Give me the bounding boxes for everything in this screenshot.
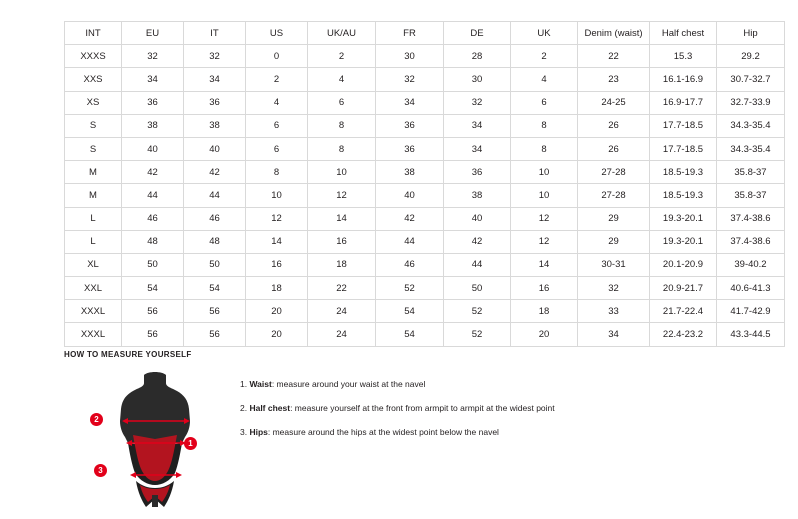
cell-denim: 34 [578,323,650,346]
cell-ukau: 12 [308,184,376,207]
cell-hip: 29.2 [717,45,785,68]
cell-us: 0 [246,45,308,68]
how-to-measure-body [64,369,764,509]
cell-de: 34 [444,137,511,160]
cell-eu: 32 [122,45,184,68]
cell-hip: 34.3-35.4 [717,137,785,160]
cell-half-chest: 21.7-22.4 [650,300,717,323]
cell-half-chest: 16.1-16.9 [650,68,717,91]
cell-eu: 40 [122,137,184,160]
cell-uk: 16 [511,277,578,300]
table-body [65,45,785,346]
cell-de: 36 [444,161,511,184]
table-row [65,184,785,207]
cell-us: 8 [246,161,308,184]
cell-ukau: 2 [308,45,376,68]
cell-denim: 26 [578,114,650,137]
cell-de: 42 [444,230,511,253]
cell-it: 40 [184,137,246,160]
column-header-hip: Hip [717,22,785,45]
cell-hip: 41.7-42.9 [717,300,785,323]
cell-hip: 43.3-44.5 [717,323,785,346]
cell-ukau: 6 [308,91,376,114]
cell-denim: 23 [578,68,650,91]
instruction-half-chest [240,403,555,413]
cell-int: XXL [65,277,122,300]
cell-de: 52 [444,300,511,323]
cell-de: 50 [444,277,511,300]
cell-uk: 20 [511,323,578,346]
cell-it: 46 [184,207,246,230]
cell-hip: 34.3-35.4 [717,114,785,137]
cell-it: 34 [184,68,246,91]
cell-it: 44 [184,184,246,207]
cell-hip: 32.7-33.9 [717,91,785,114]
cell-us: 18 [246,277,308,300]
instruction-hips [240,427,555,437]
cell-ukau: 8 [308,137,376,160]
cell-hip: 35.8-37 [717,161,785,184]
cell-hip: 35.8-37 [717,184,785,207]
cell-hip: 30.7-32.7 [717,68,785,91]
table-row [65,277,785,300]
cell-us: 20 [246,323,308,346]
cell-it: 42 [184,161,246,184]
cell-half-chest: 19.3-20.1 [650,230,717,253]
cell-fr: 36 [376,137,444,160]
cell-int: S [65,114,122,137]
table-header [65,22,785,45]
column-header-eu: EU [122,22,184,45]
cell-ukau: 4 [308,68,376,91]
instruction-waist-number: 1. [240,379,250,389]
cell-us: 6 [246,114,308,137]
cell-eu: 38 [122,114,184,137]
instruction-half-chest-text: : measure yourself at the front from armpit to armpit at the widest point [290,403,555,414]
cell-uk: 12 [511,230,578,253]
cell-eu: 34 [122,68,184,91]
cell-fr: 40 [376,184,444,207]
cell-ukau: 22 [308,277,376,300]
cell-ukau: 24 [308,323,376,346]
cell-half-chest: 20.9-21.7 [650,277,717,300]
cell-uk: 8 [511,114,578,137]
table-row [65,207,785,230]
how-to-measure-section [64,350,764,509]
cell-eu: 54 [122,277,184,300]
cell-uk: 8 [511,137,578,160]
cell-int: XXS [65,68,122,91]
cell-denim: 30-31 [578,253,650,276]
cell-uk: 10 [511,161,578,184]
column-header-half-chest: Half chest [650,22,717,45]
column-header-it: IT [184,22,246,45]
marker-3-hips: 3 [94,464,107,477]
cell-half-chest: 18.5-19.3 [650,184,717,207]
cell-half-chest: 19.3-20.1 [650,207,717,230]
cell-fr: 54 [376,323,444,346]
cell-eu: 56 [122,300,184,323]
cell-it: 50 [184,253,246,276]
column-header-ukau: UK/AU [308,22,376,45]
cell-uk: 6 [511,91,578,114]
marker-1-waist: 1 [184,437,197,450]
column-header-us: US [246,22,308,45]
cell-us: 14 [246,230,308,253]
cell-us: 6 [246,137,308,160]
cell-uk: 12 [511,207,578,230]
cell-hip: 37.4-38.6 [717,207,785,230]
measure-instructions [240,369,555,452]
instruction-hips-term: Hips [249,427,268,438]
cell-de: 34 [444,114,511,137]
cell-uk: 4 [511,68,578,91]
cell-int: L [65,230,122,253]
cell-ukau: 24 [308,300,376,323]
table-row [65,45,785,68]
cell-us: 20 [246,300,308,323]
cell-half-chest: 22.4-23.2 [650,323,717,346]
cell-denim: 26 [578,137,650,160]
table-row [65,230,785,253]
size-conversion-table [64,21,785,347]
cell-ukau: 10 [308,161,376,184]
cell-de: 38 [444,184,511,207]
cell-int: XXXL [65,300,122,323]
instruction-waist-term: Waist [249,379,272,389]
cell-it: 48 [184,230,246,253]
cell-int: S [65,137,122,160]
cell-us: 2 [246,68,308,91]
cell-ukau: 8 [308,114,376,137]
cell-hip: 39-40.2 [717,253,785,276]
cell-eu: 56 [122,323,184,346]
cell-hip: 40.6-41.3 [717,277,785,300]
cell-eu: 46 [122,207,184,230]
table-row [65,253,785,276]
cell-uk: 10 [511,184,578,207]
instruction-waist-text: : measure around your waist at the navel [271,379,426,389]
cell-fr: 44 [376,230,444,253]
cell-us: 12 [246,207,308,230]
cell-int: L [65,207,122,230]
cell-fr: 38 [376,161,444,184]
cell-denim: 22 [578,45,650,68]
cell-int: XXXS [65,45,122,68]
how-to-measure-title: HOW TO MEASURE YOURSELF [64,350,192,359]
cell-half-chest: 20.1-20.9 [650,253,717,276]
cell-eu: 36 [122,91,184,114]
cell-it: 36 [184,91,246,114]
header-row [65,22,785,45]
cell-ukau: 16 [308,230,376,253]
cell-de: 44 [444,253,511,276]
column-header-int: INT [65,22,122,45]
cell-eu: 44 [122,184,184,207]
table-row [65,300,785,323]
cell-us: 4 [246,91,308,114]
cell-denim: 32 [578,277,650,300]
cell-uk: 18 [511,300,578,323]
column-header-uk: UK [511,22,578,45]
cell-fr: 46 [376,253,444,276]
cell-it: 32 [184,45,246,68]
cell-us: 16 [246,253,308,276]
table-row [65,137,785,160]
cell-half-chest: 18.5-19.3 [650,161,717,184]
cell-denim: 29 [578,207,650,230]
table-row [65,114,785,137]
cell-fr: 36 [376,114,444,137]
cell-it: 38 [184,114,246,137]
cell-it: 56 [184,323,246,346]
cell-fr: 34 [376,91,444,114]
cell-fr: 42 [376,207,444,230]
cell-half-chest: 17.7-18.5 [650,114,717,137]
cell-us: 10 [246,184,308,207]
cell-fr: 32 [376,68,444,91]
cell-de: 40 [444,207,511,230]
instruction-waist [240,379,555,389]
cell-half-chest: 15.3 [650,45,717,68]
instruction-hips-number: 3. [240,427,250,438]
cell-fr: 54 [376,300,444,323]
instruction-half-chest-term: Half chest [249,403,291,414]
table-row [65,323,785,346]
cell-eu: 50 [122,253,184,276]
instruction-hips-text: : measure around the hips at the widest point below the navel [267,427,499,438]
cell-de: 28 [444,45,511,68]
cell-int: M [65,161,122,184]
cell-eu: 48 [122,230,184,253]
instruction-half-chest-number: 2. [240,403,250,414]
cell-uk: 2 [511,45,578,68]
mannequin-figure [94,369,210,509]
cell-half-chest: 17.7-18.5 [650,137,717,160]
cell-ukau: 18 [308,253,376,276]
table-row [65,68,785,91]
table-row [65,161,785,184]
cell-it: 56 [184,300,246,323]
cell-denim: 27-28 [578,184,650,207]
column-header-de: DE [444,22,511,45]
cell-it: 54 [184,277,246,300]
cell-denim: 27-28 [578,161,650,184]
cell-int: M [65,184,122,207]
cell-uk: 14 [511,253,578,276]
cell-denim: 33 [578,300,650,323]
column-header-fr: FR [376,22,444,45]
cell-eu: 42 [122,161,184,184]
table-row [65,91,785,114]
cell-de: 52 [444,323,511,346]
cell-int: XL [65,253,122,276]
size-table-container [64,21,771,347]
cell-de: 30 [444,68,511,91]
cell-de: 32 [444,91,511,114]
cell-half-chest: 16.9-17.7 [650,91,717,114]
cell-int: XXXL [65,323,122,346]
cell-hip: 37.4-38.6 [717,230,785,253]
marker-2-half-chest: 2 [90,413,103,426]
cell-int: XS [65,91,122,114]
cell-ukau: 14 [308,207,376,230]
cell-denim: 29 [578,230,650,253]
cell-denim: 24-25 [578,91,650,114]
cell-fr: 30 [376,45,444,68]
cell-fr: 52 [376,277,444,300]
column-header-denim: Denim (waist) [578,22,650,45]
